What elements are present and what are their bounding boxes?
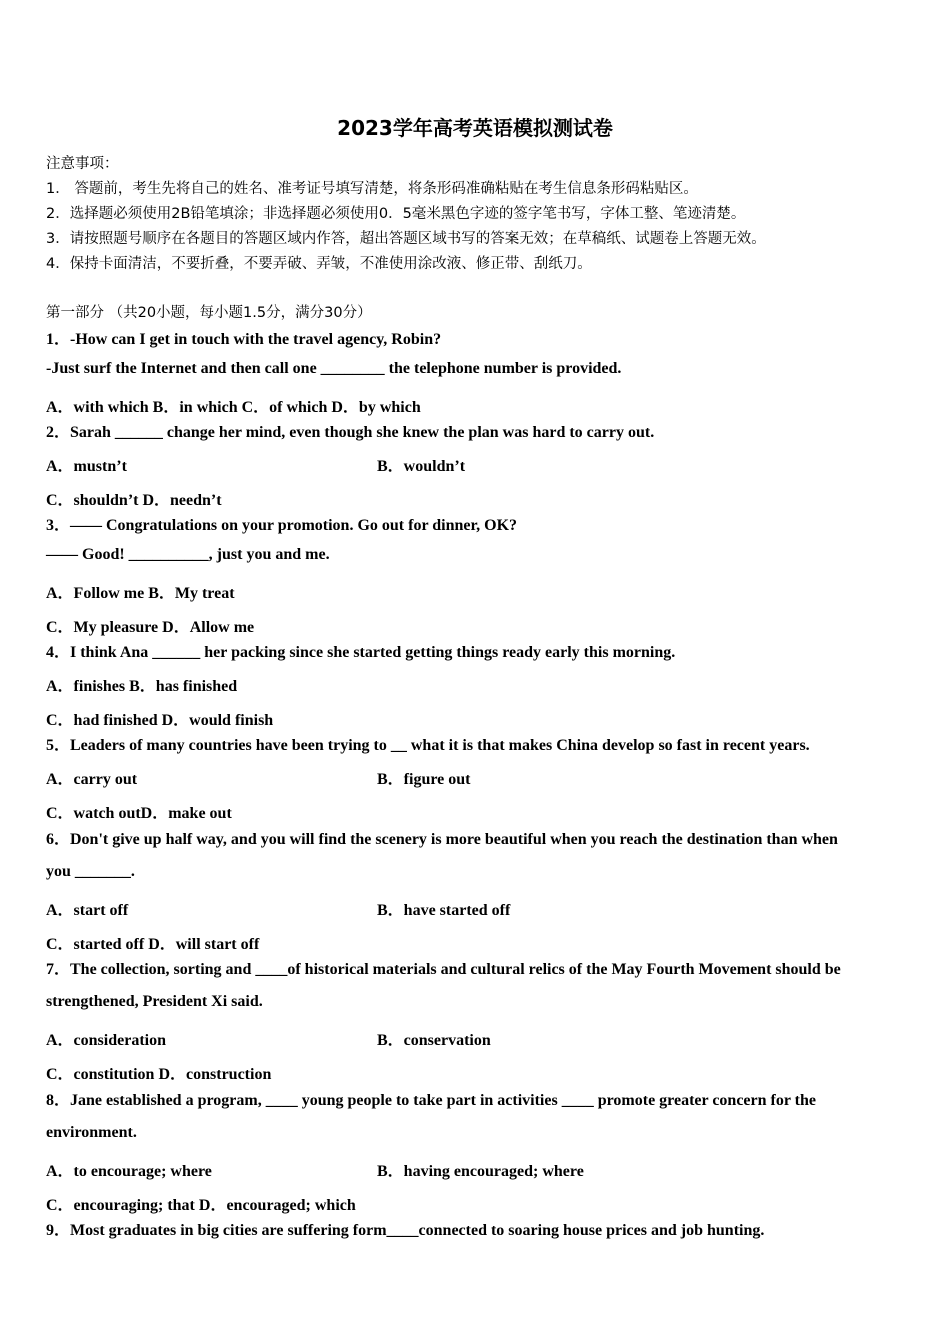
notice-heading: 注意事项： <box>46 156 119 172</box>
option-a: A．mustn’t <box>46 458 127 475</box>
option-b: B．figure out <box>377 771 471 788</box>
question-line: you _______. <box>46 863 135 880</box>
option-row: C．shouldn’t D．needn’t <box>46 492 222 509</box>
question-line: strengthened, President Xi said. <box>46 993 263 1010</box>
option-b: B．conservation <box>377 1032 491 1049</box>
question-line: 7．The collection, sorting and ____of historical materials and cultural relics of the May Fourth Movement should be <box>46 961 841 978</box>
question-line: environment. <box>46 1124 137 1141</box>
option-row: C．My pleasure D．Allow me <box>46 619 255 636</box>
page-title: 2023学年高考英语模拟测试卷 <box>337 116 613 140</box>
option-row: C．encouraging; that D．encouraged; which <box>46 1197 356 1214</box>
notice-item: 2．选择题必须使用2B铅笔填涂；非选择题必须使用0．5毫米黑色字迹的签字笔书写，字体工整、笔迹清楚。 <box>46 206 746 222</box>
option-row: C．had finished D．would finish <box>46 712 274 729</box>
question-line: 8．Jane established a program, ____ young people to take part in activities ____ promote greater concern for the <box>46 1092 816 1109</box>
option-row: A．finishes B．has finished <box>46 678 238 695</box>
option-row: A．with which B．in which C．of which D．by which <box>46 399 421 416</box>
question-line: 5．Leaders of many countries have been trying to __ what it is that makes China develop so fast in recent years. <box>46 737 810 754</box>
question-line: 9．Most graduates in big cities are suffering form____connected to soaring house prices and job hunting. <box>46 1222 765 1239</box>
question-line: 2．Sarah ______ change her mind, even though she knew the plan was hard to carry out. <box>46 424 655 441</box>
option-b: B．having encouraged; where <box>377 1163 584 1180</box>
section-heading: 第一部分 （共20小题，每小题1.5分，满分30分） <box>46 305 372 321</box>
option-a: A．to encourage; where <box>46 1163 212 1180</box>
option-a: A．carry out <box>46 771 138 788</box>
notice-item: 3．请按照题号顺序在各题目的答题区域内作答，超出答题区域书写的答案无效；在草稿纸、试题卷上答题无效。 <box>46 231 766 247</box>
option-row: A．Follow me B．My treat <box>46 585 235 602</box>
question-line: —— Good! __________, just you and me. <box>46 546 330 563</box>
notice-item: 1． 答题前，考生先将自己的姓名、准考证号填写清楚，将条形码准确粘贴在考生信息条形码粘贴区。 <box>46 181 698 197</box>
option-row: C．watch outD．make out <box>46 805 232 822</box>
question-line: 4．I think Ana ______ her packing since she started getting things ready early this morning. <box>46 644 676 661</box>
option-a: A．consideration <box>46 1032 167 1049</box>
option-row: C．constitution D．construction <box>46 1066 272 1083</box>
option-b: B．have started off <box>377 902 511 919</box>
question-line: 6．Don't give up half way, and you will find the scenery is more beautiful when you reach the destination than when <box>46 831 838 848</box>
option-row: C．started off D．will start off <box>46 936 260 953</box>
option-a: A．start off <box>46 902 129 919</box>
question-line: 3．—— Congratulations on your promotion. Go out for dinner, OK? <box>46 517 518 534</box>
question-line: -Just surf the Internet and then call one ________ the telephone number is provided. <box>46 360 622 377</box>
question-line: 1．-How can I get in touch with the travel agency, Robin? <box>46 331 442 348</box>
option-b: B．wouldn’t <box>377 458 466 475</box>
notice-item: 4．保持卡面清洁，不要折叠，不要弄破、弄皱，不准使用涂改液、修正带、刮纸刀。 <box>46 256 592 272</box>
